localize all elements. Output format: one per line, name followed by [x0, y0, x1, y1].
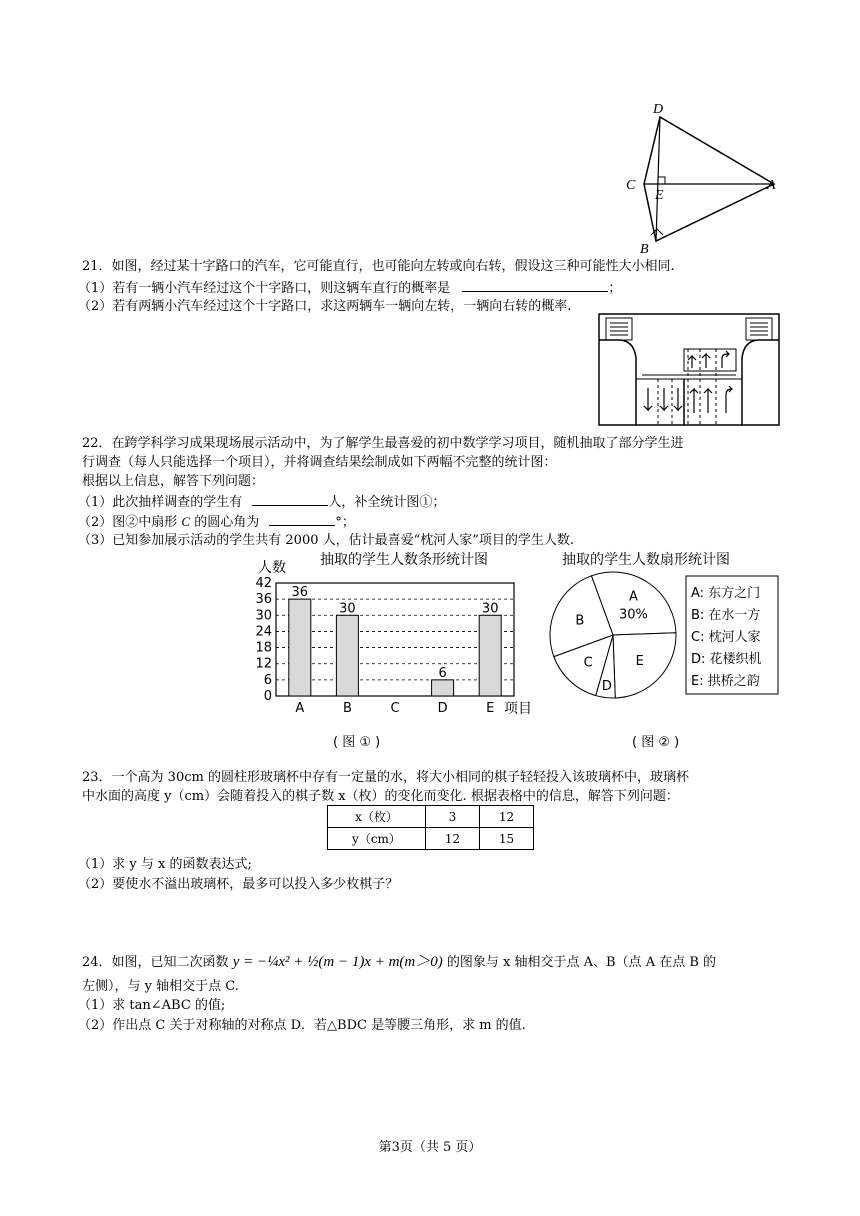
q21-answer-blank[interactable]: [462, 278, 608, 292]
q22-stem-line1: 22．在跨学科学习成果现场展示活动中，为了解学生最喜爱的初中数学学习项目，随机抽取了部分学生进: [82, 436, 684, 451]
table-row: [328, 806, 534, 828]
figure2-caption: ( 图 ② ): [632, 735, 680, 750]
q21-part2: （2）若有两辆小汽车经过这个十字路口，求这两辆车一辆向左转，一辆向右转的概率.: [78, 299, 572, 314]
table-cell: 12: [480, 806, 534, 828]
q24-line2: 左侧），与 y 轴相交于点 C.: [82, 979, 239, 994]
q24-line1: [82, 953, 716, 972]
legend-entry: A: 东方之门: [691, 586, 761, 601]
x-tick-label: C: [390, 701, 400, 716]
q22-part2: [78, 512, 355, 532]
plot-frame: [276, 583, 514, 696]
q24-post: 的图象与 x 轴相交于点 A、B（点 A 在点 B 的: [446, 955, 717, 970]
q23-line1: 23．一个高为 30cm 的圆柱形玻璃杯中存有一定量的水，将大小相同的棋子轻轻投入该玻璃杯中，玻璃杯: [82, 770, 689, 785]
bar-chart-title: 抽取的学生人数条形统计图: [320, 552, 488, 568]
legend-entry: D: 花楼织机: [691, 652, 762, 667]
y-tick-label: 42: [255, 576, 272, 591]
pie-label-A: A: [628, 589, 638, 605]
data-label: 6: [438, 665, 447, 681]
table-cell: x（枚）: [328, 806, 426, 828]
data-label: 30: [481, 601, 499, 617]
table-cell: 12: [426, 828, 480, 850]
q22-part2-end: °；: [335, 515, 355, 530]
q24-part1: （1）求 tan∠ABC 的值;: [78, 998, 226, 1013]
q21-part1-text: （1）若有一辆小汽车经过这个十字路口，则这辆车直行的概率是: [78, 281, 451, 296]
label-E: E: [655, 188, 664, 203]
q22-part1-text: （1）此次抽样调查的学生有: [78, 495, 243, 510]
x-tick-label: D: [437, 701, 448, 716]
pie-label-C: C: [583, 655, 593, 671]
q22-intro: 根据以上信息，解答下列问题：: [82, 474, 265, 489]
data-label: 36: [291, 585, 309, 601]
pie-slice-E: [613, 633, 676, 698]
pie-chart-title: 抽取的学生人数扇形统计图: [562, 552, 730, 568]
y-tick-label: 30: [255, 608, 272, 624]
bar-chart: [236, 550, 536, 720]
q22-part2-mid: 的圆心角为: [194, 515, 260, 530]
q22-stem-line2: 行调查（每人只能选择一个项目），并将调查结果绘制成如下两幅不完整的统计图：: [82, 455, 557, 470]
label-B: B: [640, 242, 649, 256]
pie-chart: [540, 550, 780, 700]
legend-entry: E: 拱桥之韵: [691, 674, 760, 689]
pie-percent-label: 30%: [618, 607, 648, 623]
label-C: C: [626, 178, 636, 193]
y-tick-label: 0: [263, 689, 272, 704]
y-tick-label: 6: [263, 672, 272, 688]
q22-part1: [78, 492, 445, 512]
table-cell: 15: [480, 828, 534, 850]
q24-part2: （2）作出点 C 关于对称轴的对称点 D．若△BDC 是等腰三角形，求 m 的值.: [78, 1018, 526, 1033]
pie-label-E: E: [635, 653, 644, 669]
q22-part1-blank[interactable]: [252, 492, 328, 506]
pie-label-B: B: [575, 613, 585, 629]
q23-table: [327, 805, 534, 850]
bar-A: [289, 599, 311, 696]
q22-part2-text: （2）图②中扇形: [78, 515, 178, 530]
legend-entry: B: 在水一方: [691, 608, 761, 623]
data-label: 30: [339, 601, 356, 617]
x-tick-label: B: [342, 701, 352, 716]
intersection-figure: [598, 313, 780, 426]
q23-part1: （1）求 y 与 x 的函数表达式;: [78, 857, 252, 872]
q21-stem: 21．如图，经过某十字路口的汽车，它可能直行，也可能向左转或向右转，假设这三种可能性大小相同.: [82, 259, 675, 274]
q21-part1-end: ；: [608, 281, 622, 296]
figure1-caption: ( 图 ① ): [333, 735, 381, 750]
x-tick-label: E: [486, 701, 495, 716]
label-A: A: [767, 178, 776, 193]
y-tick-label: 36: [255, 592, 272, 608]
page-footer: 第3页（共 5 页）: [378, 1140, 482, 1155]
q22-part3: （3）已知参加展示活动的学生共有 2000 人，估计最喜爱“枕河人家”项目的学生人数.: [78, 533, 575, 548]
bar-chart-xlabel: 项目: [504, 701, 532, 717]
q23-line2: 中水面的高度 y（cm）会随着投入的棋子数 x（枚）的变化而变化. 根据表格中的信息，解答下列问题：: [82, 789, 679, 804]
y-tick-label: 24: [255, 624, 272, 640]
bar-D: [432, 680, 454, 696]
table-cell: 3: [426, 806, 480, 828]
q22-part1-end: 人，补全统计图①；: [328, 495, 446, 510]
label-D: D: [653, 102, 664, 117]
bar-chart-ylabel: 人数: [258, 560, 286, 576]
x-tick-label: A: [295, 701, 305, 716]
table-cell: y（cm）: [328, 828, 426, 850]
triangle-figure: [618, 96, 788, 256]
bar-B: [336, 615, 358, 696]
q22-part2-blank[interactable]: [269, 512, 335, 526]
q24-formula: y = −¼x² + ½(m − 1)x + m(m＞0): [232, 954, 443, 970]
pie-label-D: D: [601, 679, 612, 695]
q24-pre: 24．如图，已知二次函数: [82, 955, 229, 970]
table-row: [328, 828, 534, 850]
q22-part2-var: C: [181, 514, 191, 529]
y-tick-label: 12: [255, 656, 272, 672]
q23-part2: （2）要使水不溢出玻璃杯，最多可以投入多少枚棋子？: [78, 877, 399, 892]
q21-part1: [78, 278, 621, 298]
legend-entry: C: 枕河人家: [691, 630, 761, 645]
bar-E: [479, 615, 501, 696]
y-tick-label: 18: [255, 640, 272, 656]
